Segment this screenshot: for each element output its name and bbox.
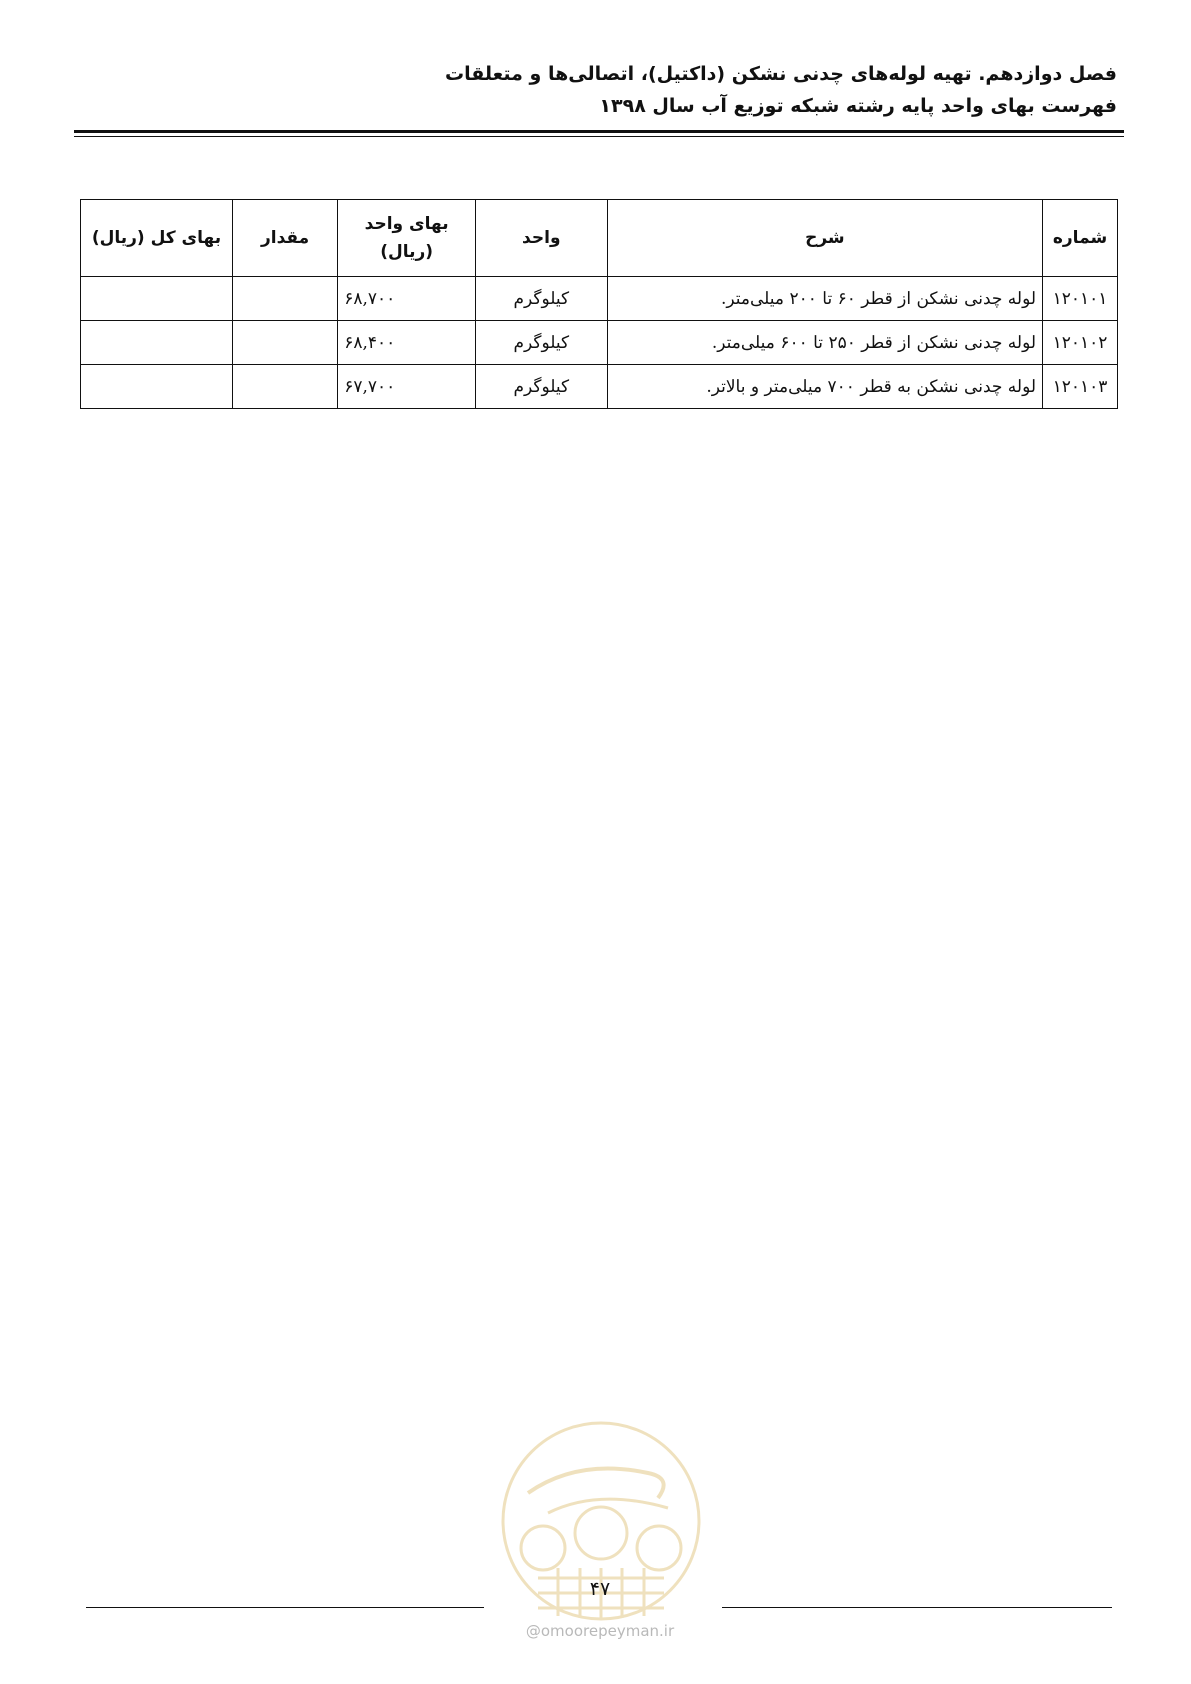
header-divider-thin [74, 136, 1124, 137]
unit-price-header-line1: بهای واحد [364, 214, 449, 234]
column-header-total-price: بهای کل (ریال) [81, 200, 233, 277]
table-row [81, 321, 1118, 365]
item-unit-price: ۶۸,۴۰۰ [338, 321, 476, 365]
column-header-unit-price [338, 200, 476, 277]
item-unit: کیلوگرم [475, 365, 607, 409]
item-quantity [232, 277, 337, 321]
table-row [81, 365, 1118, 409]
item-total-price [81, 277, 233, 321]
item-number: ۱۲۰۱۰۲ [1043, 321, 1118, 365]
footer-rule-left [86, 1607, 484, 1608]
item-description: لوله چدنی نشکن از قطر ۲۵۰ تا ۶۰۰ میلی‌متر. [607, 321, 1042, 365]
website-watermark-text: @omoorepeyman.ir [525, 1622, 675, 1640]
column-header-description: شرح [607, 200, 1042, 277]
catalog-title: فهرست بهای واحد پایه رشته شبکه توزیع آب سال ۱۳۹۸ [599, 95, 1117, 117]
chapter-title: فصل دوازدهم. تهیه لوله‌های چدنی نشکن (داکتیل)، اتصالی‌ها و متعلقات [445, 63, 1117, 85]
table-header-row [81, 200, 1118, 277]
item-total-price [81, 321, 233, 365]
item-quantity [232, 365, 337, 409]
header-divider-thick [74, 130, 1124, 133]
item-unit: کیلوگرم [475, 321, 607, 365]
item-number: ۱۲۰۱۰۱ [1043, 277, 1118, 321]
footer-rule-right [722, 1607, 1112, 1608]
table-row [81, 277, 1118, 321]
page-number: ۴۷ [589, 1578, 611, 1600]
item-description: لوله چدنی نشکن از قطر ۶۰ تا ۲۰۰ میلی‌متر. [607, 277, 1042, 321]
item-quantity [232, 321, 337, 365]
item-unit: کیلوگرم [475, 277, 607, 321]
item-total-price [81, 365, 233, 409]
unit-price-header-line2: (ریال) [380, 242, 434, 262]
price-list-table [80, 199, 1118, 409]
item-unit-price: ۶۸,۷۰۰ [338, 277, 476, 321]
item-unit-price: ۶۷,۷۰۰ [338, 365, 476, 409]
column-header-quantity: مقدار [232, 200, 337, 277]
item-number: ۱۲۰۱۰۳ [1043, 365, 1118, 409]
item-description: لوله چدنی نشکن به قطر ۷۰۰ میلی‌متر و بالاتر. [607, 365, 1042, 409]
column-header-unit: واحد [475, 200, 607, 277]
page-header [67, 58, 1117, 122]
column-header-number: شماره [1043, 200, 1118, 277]
